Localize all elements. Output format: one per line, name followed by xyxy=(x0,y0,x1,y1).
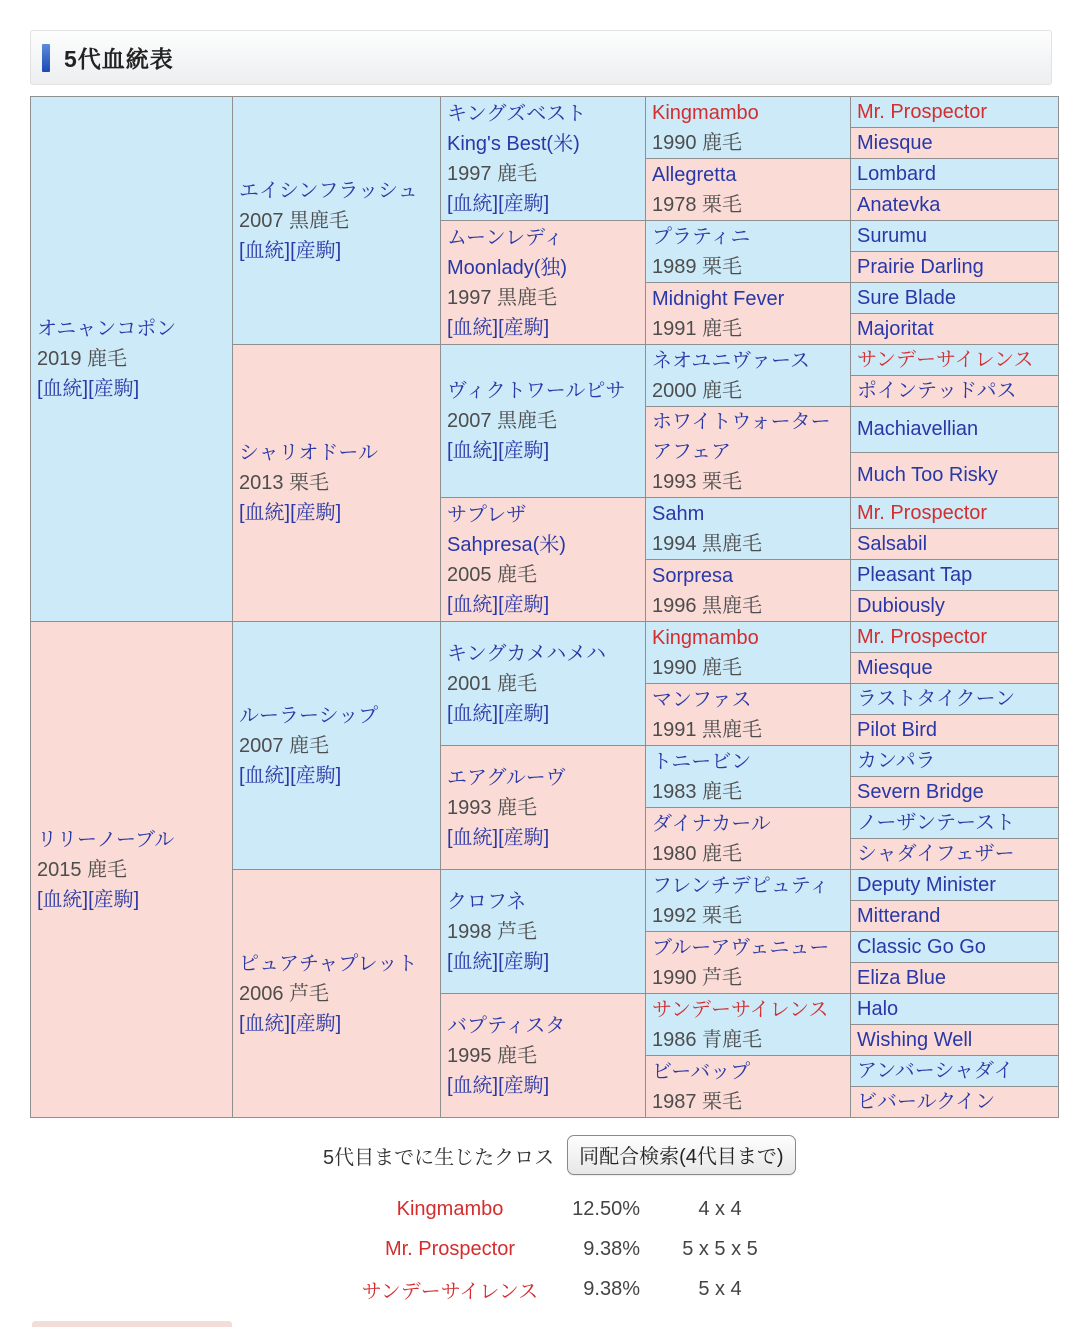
pedigree-cell-gen5 xyxy=(851,808,1059,839)
horse-year-coat: 1980 鹿毛 xyxy=(652,842,743,865)
pedigree-cell-gen5 xyxy=(851,653,1059,684)
cross-percent: 12.50% xyxy=(572,1197,640,1220)
cross-horse-name-cell xyxy=(330,1269,570,1309)
horse-year-coat: 1996 黒鹿毛 xyxy=(652,594,763,617)
horse-name-line xyxy=(857,221,1052,251)
pedigree-cell-gen4 xyxy=(646,1056,851,1118)
horse-name-en-line xyxy=(447,129,639,159)
cross-generations: 4 x 4 xyxy=(698,1197,742,1220)
pedigree-cell-gen5 xyxy=(851,190,1059,221)
horse-link[interactable]: ヴィクトワールピサ xyxy=(447,380,626,402)
cross-generations: 5 x 4 xyxy=(698,1277,742,1300)
pedigree-cell-gen4 xyxy=(646,221,851,283)
horse-name-line xyxy=(857,460,1052,490)
pedigree-cell-gen5 xyxy=(851,376,1059,407)
horse-link[interactable]: Majoritat xyxy=(857,318,934,340)
offspring-link[interactable]: [産駒] xyxy=(498,950,550,973)
horse-links-line xyxy=(447,699,639,729)
cross-header xyxy=(323,1135,1080,1175)
pedigree-cell-gen2 xyxy=(233,97,441,345)
pedigree-cell-gen5 xyxy=(851,746,1059,777)
pedigree-cell-gen2 xyxy=(233,622,441,870)
horse-name-line xyxy=(652,685,844,715)
cross-horse-name-cell xyxy=(330,1189,570,1229)
pedigree-cell-gen3 xyxy=(441,994,646,1118)
horse-links-line xyxy=(239,236,434,266)
blood-link[interactable]: [血統] xyxy=(447,950,499,973)
offspring-link[interactable]: [産駒] xyxy=(498,316,550,339)
horse-year-coat: 1986 青鹿毛 xyxy=(652,1028,763,1051)
horse-name-line xyxy=(857,529,1052,559)
cross-row xyxy=(330,1229,800,1269)
horse-link[interactable]: プラティニ xyxy=(652,225,751,248)
horse-link[interactable]: ダイナカール xyxy=(652,812,771,835)
horse-name-line xyxy=(857,746,1052,776)
horse-year-coat: 2006 芦毛 xyxy=(239,982,330,1005)
blood-link[interactable]: [血統] xyxy=(447,1074,499,1097)
offspring-link[interactable]: [産駒] xyxy=(290,502,342,524)
next-section-peek xyxy=(32,1321,232,1327)
horse-links-line xyxy=(37,374,226,404)
horse-name-line xyxy=(37,825,226,855)
horse-name-line xyxy=(857,932,1052,962)
horse-name-line xyxy=(857,870,1052,900)
horse-year-coat: 1994 黒鹿毛 xyxy=(652,532,763,555)
pedigree-cell-gen5 xyxy=(851,498,1059,529)
horse-link[interactable]: ノーザンテースト xyxy=(857,812,1015,834)
horse-name-line xyxy=(857,1056,1052,1086)
section-header xyxy=(30,30,1052,85)
horse-links-line xyxy=(37,885,226,915)
horse-name-line xyxy=(652,407,844,467)
horse-link[interactable]: Mr. Prospector xyxy=(857,626,988,648)
horse-year-coat: 2013 栗毛 xyxy=(239,472,330,494)
horse-link[interactable]: Wishing Well xyxy=(857,1029,973,1051)
horse-year-coat: 1993 鹿毛 xyxy=(447,796,538,819)
horse-link[interactable]: アンバーシャダイ xyxy=(857,1060,1014,1082)
horse-year-coat: 1993 栗毛 xyxy=(652,471,743,493)
horse-name-line xyxy=(652,871,844,901)
cross-percent: 9.38% xyxy=(583,1237,640,1260)
horse-link[interactable]: ブルーアヴェニュー xyxy=(652,936,830,959)
horse-name-line xyxy=(857,901,1052,931)
cross-percent: 9.38% xyxy=(583,1277,640,1300)
horse-name-line xyxy=(857,252,1052,282)
horse-link[interactable]: Miesque xyxy=(857,132,933,154)
horse-links-line xyxy=(239,1009,434,1039)
blood-link[interactable]: [血統] xyxy=(239,764,291,787)
horse-link[interactable]: Salsabil xyxy=(857,533,928,555)
cross-horse-link[interactable]: Kingmambo xyxy=(396,1197,504,1220)
blood-link[interactable]: [血統] xyxy=(239,1012,291,1035)
pedigree-cell-gen5 xyxy=(851,684,1059,715)
horse-link[interactable]: Halo xyxy=(857,998,899,1020)
horse-year-coat: 1983 鹿毛 xyxy=(652,780,743,803)
offspring-link[interactable]: [産駒] xyxy=(498,192,550,215)
blood-link[interactable]: [血統] xyxy=(447,192,499,215)
horse-name-line xyxy=(857,97,1052,127)
pedigree-cell-gen5 xyxy=(851,159,1059,190)
horse-name-line xyxy=(857,715,1052,745)
horse-year-coat: 1990 鹿毛 xyxy=(652,131,743,154)
blood-link[interactable]: [血統] xyxy=(239,239,291,262)
horse-year-coat: 2015 鹿毛 xyxy=(37,858,128,881)
offspring-link[interactable]: [産駒] xyxy=(498,440,550,462)
blood-link[interactable]: [血統] xyxy=(239,502,291,524)
horse-link[interactable]: Severn Bridge xyxy=(857,781,984,803)
horse-link[interactable]: クロフネ xyxy=(447,890,527,913)
blood-link[interactable]: [血統] xyxy=(37,378,89,400)
cross-generations: 5 x 5 x 5 xyxy=(682,1237,758,1260)
pedigree-table xyxy=(30,96,1059,1118)
horse-link[interactable]: エイシンフラッシュ xyxy=(239,179,418,202)
horse-link[interactable]: ビバールクイン xyxy=(857,1091,996,1113)
horse-name-line xyxy=(857,314,1052,344)
horse-name-line xyxy=(447,500,639,530)
horse-year-coat: 1995 鹿毛 xyxy=(447,1044,538,1067)
horse-link[interactable]: Mr. Prospector xyxy=(857,101,988,123)
blood-link[interactable]: [血統] xyxy=(37,888,89,911)
page xyxy=(0,30,1080,1327)
horse-name-line xyxy=(857,1087,1052,1117)
pedigree-cell-gen4 xyxy=(646,684,851,746)
horse-name-line xyxy=(652,1057,844,1087)
pedigree-cell-gen5 xyxy=(851,560,1059,591)
horse-name-line xyxy=(652,747,844,777)
pedigree-cell-gen5 xyxy=(851,839,1059,870)
offspring-link[interactable]: [産駒] xyxy=(498,593,550,616)
horse-name-line xyxy=(239,438,434,468)
horse-name-line xyxy=(857,376,1052,406)
horse-link[interactable]: ムーンレディ xyxy=(447,226,564,249)
page-title: 5代血統表 xyxy=(64,46,174,72)
horse-name-line xyxy=(857,159,1052,189)
offspring-link[interactable]: [産駒] xyxy=(498,1074,550,1097)
horse-name-line xyxy=(857,963,1052,993)
horse-links-line xyxy=(447,947,639,977)
pedigree-cell-gen5 xyxy=(851,932,1059,963)
horse-name-line xyxy=(239,176,434,206)
horse-link[interactable]: ホワイトウォーターアフェア xyxy=(652,411,831,463)
horse-name-line xyxy=(857,345,1052,375)
pedigree-cell-gen3 xyxy=(441,870,646,994)
horse-link[interactable]: エアグルーヴ xyxy=(447,766,566,789)
horse-link[interactable]: ビーバップ xyxy=(652,1060,751,1083)
horse-year-coat: 1998 芦毛 xyxy=(447,920,538,943)
horse-link[interactable]: Classic Go Go xyxy=(857,936,986,958)
pedigree-cell-gen5 xyxy=(851,715,1059,746)
cross-label: 5代目までに生じたクロス xyxy=(323,1146,555,1169)
cross-row xyxy=(330,1189,800,1229)
horse-name-line xyxy=(652,160,844,190)
horse-year-coat: 1978 栗毛 xyxy=(652,193,743,216)
horse-name-line xyxy=(857,808,1052,838)
horse-link[interactable]: サプレザ xyxy=(447,503,527,526)
pedigree-cell-gen4 xyxy=(646,498,851,560)
horse-link[interactable]: Much Too Risky xyxy=(857,463,998,486)
horse-links-line xyxy=(447,590,639,620)
horse-year-coat: 1990 鹿毛 xyxy=(652,656,743,679)
offspring-link[interactable]: [産駒] xyxy=(498,702,550,725)
pedigree-cell-gen5 xyxy=(851,529,1059,560)
horse-name-line xyxy=(652,98,844,128)
horse-year-coat: 2001 鹿毛 xyxy=(447,672,538,695)
pedigree-cell-gen5 xyxy=(851,1025,1059,1056)
horse-link[interactable]: Midnight Fever xyxy=(652,287,785,310)
horse-link[interactable]: Anatevka xyxy=(857,194,941,216)
horse-name-line xyxy=(857,591,1052,621)
horse-name-line xyxy=(447,763,639,793)
pedigree-cell-gen5 xyxy=(851,870,1059,901)
blood-link[interactable]: [血統] xyxy=(447,826,499,849)
pedigree-cell-gen4 xyxy=(646,345,851,407)
pedigree-cell-gen4 xyxy=(646,994,851,1056)
offspring-link[interactable]: [産駒] xyxy=(290,239,342,262)
horse-link[interactable]: ポインテッドパス xyxy=(857,380,1017,402)
horse-link[interactable]: Pilot Bird xyxy=(857,719,938,741)
horse-name-line xyxy=(857,839,1052,869)
horse-link[interactable]: ルーラーシップ xyxy=(239,704,379,727)
pedigree-cell-gen5 xyxy=(851,314,1059,345)
horse-year-coat: 1987 栗毛 xyxy=(652,1090,743,1113)
horse-name-line xyxy=(857,777,1052,807)
horse-year-coat: 2005 鹿毛 xyxy=(447,563,538,586)
pedigree-cell-gen5 xyxy=(851,622,1059,653)
pedigree-cell-gen5 xyxy=(851,1087,1059,1118)
pedigree-cell-gen5 xyxy=(851,452,1059,498)
pedigree-cell-gen3 xyxy=(441,97,646,221)
horse-year-coat: 2000 鹿毛 xyxy=(652,379,743,402)
horse-name-line xyxy=(652,561,844,591)
horse-name-line xyxy=(652,809,844,839)
offspring-link[interactable]: [産駒] xyxy=(290,764,342,787)
horse-link[interactable]: Kingmambo xyxy=(652,626,759,649)
horse-name-line xyxy=(447,376,639,406)
horse-name-line xyxy=(652,933,844,963)
horse-name-line xyxy=(857,128,1052,158)
pedigree-cell-gen4 xyxy=(646,870,851,932)
horse-name-line xyxy=(857,622,1052,652)
blood-link[interactable]: [血統] xyxy=(447,593,499,616)
cross-horse-link[interactable]: サンデーサイレンス xyxy=(361,1280,539,1303)
horse-link[interactable]: バプティスタ xyxy=(447,1014,566,1037)
pedigree-cell-gen5 xyxy=(851,1056,1059,1087)
horse-year-coat: 1997 黒鹿毛 xyxy=(447,286,558,309)
pedigree-cell-gen5 xyxy=(851,283,1059,314)
horse-links-line xyxy=(239,498,434,528)
horse-link[interactable]: シャダイフェザー xyxy=(857,843,1015,865)
horse-link[interactable]: フレンチデピュティ xyxy=(652,874,830,897)
horse-name-line xyxy=(447,1011,639,1041)
horse-links-line xyxy=(447,313,639,343)
pedigree-cell-gen3 xyxy=(441,345,646,498)
pedigree-cell-gen5 xyxy=(851,345,1059,376)
horse-name-line xyxy=(447,639,639,669)
blood-link[interactable]: [血統] xyxy=(447,316,499,339)
horse-link[interactable]: シャリオドール xyxy=(239,442,378,464)
pedigree-cell-gen4 xyxy=(646,808,851,870)
pedigree-cell-gen2 xyxy=(233,345,441,622)
horse-name-line xyxy=(652,346,844,376)
horse-link[interactable]: キングカメハメハ xyxy=(447,642,606,665)
horse-link[interactable]: Miesque xyxy=(857,657,933,679)
horse-link[interactable]: Kingmambo xyxy=(652,101,759,124)
horse-name-line xyxy=(447,99,639,129)
horse-name-line xyxy=(857,283,1052,313)
pedigree-cell-gen1 xyxy=(31,622,233,1118)
pedigree-cell-gen4 xyxy=(646,622,851,684)
offspring-link[interactable]: [産駒] xyxy=(88,888,140,911)
horse-name-en-line xyxy=(447,530,639,560)
horse-link[interactable]: Dubiously xyxy=(857,595,945,617)
pedigree-row xyxy=(31,97,1059,128)
horse-link[interactable]: Sure Blade xyxy=(857,287,956,309)
pedigree-row xyxy=(31,622,1059,653)
horse-link[interactable]: サンデーサイレンス xyxy=(652,998,829,1021)
horse-link[interactable]: リリーノーブル xyxy=(37,828,175,851)
pedigree-table-body xyxy=(31,97,1059,1118)
offspring-link[interactable]: [産駒] xyxy=(88,378,140,400)
horse-link[interactable]: Sahpresa(米) xyxy=(447,533,566,556)
offspring-link[interactable]: [産駒] xyxy=(290,1012,342,1035)
horse-name-line xyxy=(652,284,844,314)
horse-year-coat: 2007 黒鹿毛 xyxy=(239,209,350,232)
pedigree-cell-gen4 xyxy=(646,407,851,498)
horse-link[interactable]: ラストタイクーン xyxy=(857,688,1016,710)
pedigree-cell-gen4 xyxy=(646,560,851,622)
horse-links-line xyxy=(447,189,639,219)
pedigree-cell-gen3 xyxy=(441,498,646,622)
pedigree-cell-gen4 xyxy=(646,932,851,994)
horse-name-line xyxy=(857,414,1052,444)
pedigree-cell-gen5 xyxy=(851,128,1059,159)
horse-name-line xyxy=(857,994,1052,1024)
pedigree-cell-gen5 xyxy=(851,777,1059,808)
horse-name-line xyxy=(857,1025,1052,1055)
pedigree-cell-gen3 xyxy=(441,622,646,746)
horse-name-line xyxy=(239,949,434,979)
pedigree-cell-gen3 xyxy=(441,746,646,870)
pedigree-cell-gen5 xyxy=(851,221,1059,252)
pedigree-cell-gen5 xyxy=(851,994,1059,1025)
horse-link[interactable]: Sorpresa xyxy=(652,564,734,587)
horse-link[interactable]: オニャンコポン xyxy=(37,318,177,340)
blood-link[interactable]: [血統] xyxy=(447,702,499,725)
pedigree-cell-gen2 xyxy=(233,870,441,1118)
horse-year-coat: 1990 芦毛 xyxy=(652,966,743,989)
pedigree-cell-gen5 xyxy=(851,591,1059,622)
horse-name-line xyxy=(652,499,844,529)
horse-link[interactable]: ネオユニヴァース xyxy=(652,349,810,372)
horse-name-line xyxy=(857,498,1052,528)
blood-link[interactable]: [血統] xyxy=(447,440,499,462)
horse-link[interactable]: サンデーサイレンス xyxy=(857,349,1034,371)
horse-links-line xyxy=(447,436,639,466)
horse-links-line xyxy=(447,823,639,853)
pedigree-cell-gen4 xyxy=(646,746,851,808)
horse-year-coat: 1997 鹿毛 xyxy=(447,162,538,185)
horse-link[interactable]: Pleasant Tap xyxy=(857,564,973,586)
horse-links-line xyxy=(239,761,434,791)
horse-name-line xyxy=(652,222,844,252)
cross-table-body xyxy=(330,1189,800,1309)
horse-year-coat: 2007 鹿毛 xyxy=(239,734,330,757)
pedigree-cell-gen5 xyxy=(851,252,1059,283)
horse-link[interactable]: カンパラ xyxy=(857,750,936,772)
horse-name-en-line xyxy=(447,253,639,283)
pedigree-cell-gen4 xyxy=(646,283,851,345)
pedigree-cell-gen4 xyxy=(646,97,851,159)
horse-link[interactable]: Allegretta xyxy=(652,163,737,186)
pedigree-cell-gen5 xyxy=(851,97,1059,128)
cross-horse-link[interactable]: Mr. Prospector xyxy=(384,1237,516,1260)
horse-name-line xyxy=(857,560,1052,590)
offspring-link[interactable]: [産駒] xyxy=(498,826,550,849)
cross-horse-name-cell xyxy=(330,1229,570,1269)
pedigree-cell-gen5 xyxy=(851,963,1059,994)
horse-link[interactable]: King's Best(米) xyxy=(447,132,580,155)
horse-year-coat: 2019 鹿毛 xyxy=(37,348,128,370)
horse-name-line xyxy=(239,701,434,731)
horse-link[interactable]: Eliza Blue xyxy=(857,967,946,989)
pedigree-cell-gen3 xyxy=(441,221,646,345)
horse-name-line xyxy=(447,887,639,917)
cross-table xyxy=(330,1189,800,1309)
horse-link[interactable]: Sahm xyxy=(652,502,705,525)
horse-link[interactable]: Surumu xyxy=(857,225,928,247)
section-accent-bar xyxy=(42,44,50,72)
horse-name-line xyxy=(652,623,844,653)
horse-link[interactable]: Machiavellian xyxy=(857,418,979,441)
horse-year-coat: 1989 栗毛 xyxy=(652,255,743,278)
pedigree-cell-gen5 xyxy=(851,901,1059,932)
horse-link[interactable]: マンファス xyxy=(652,688,752,711)
pedigree-cell-gen5 xyxy=(851,407,1059,453)
pedigree-cell-gen1 xyxy=(31,97,233,622)
horse-link[interactable]: ピュアチャプレット xyxy=(239,952,418,975)
horse-name-line xyxy=(652,995,844,1025)
horse-link[interactable]: トニービン xyxy=(652,750,752,773)
horse-name-line xyxy=(857,653,1052,683)
horse-links-line xyxy=(447,1071,639,1101)
horse-name-line xyxy=(447,223,639,253)
horse-name-line xyxy=(37,314,226,344)
horse-name-line xyxy=(857,684,1052,714)
horse-link[interactable]: Mr. Prospector xyxy=(857,502,988,524)
horse-link[interactable]: Moonlady(独) xyxy=(447,256,568,279)
horse-name-line xyxy=(857,190,1052,220)
cross-row xyxy=(330,1269,800,1309)
horse-year-coat: 1991 黒鹿毛 xyxy=(652,718,763,741)
horse-link[interactable]: Mitterand xyxy=(857,905,941,927)
horse-link[interactable]: Prairie Darling xyxy=(857,256,984,278)
horse-year-coat: 1991 鹿毛 xyxy=(652,317,743,340)
horse-link[interactable]: キングズベスト xyxy=(447,102,587,125)
pedigree-cell-gen4 xyxy=(646,159,851,221)
horse-link[interactable]: Lombard xyxy=(857,163,936,185)
horse-year-coat: 2007 黒鹿毛 xyxy=(447,410,558,432)
horse-link[interactable]: Deputy Minister xyxy=(857,874,996,896)
same-mating-search-button[interactable]: 同配合検索(4代目まで) xyxy=(567,1135,795,1175)
horse-year-coat: 1992 栗毛 xyxy=(652,904,743,927)
